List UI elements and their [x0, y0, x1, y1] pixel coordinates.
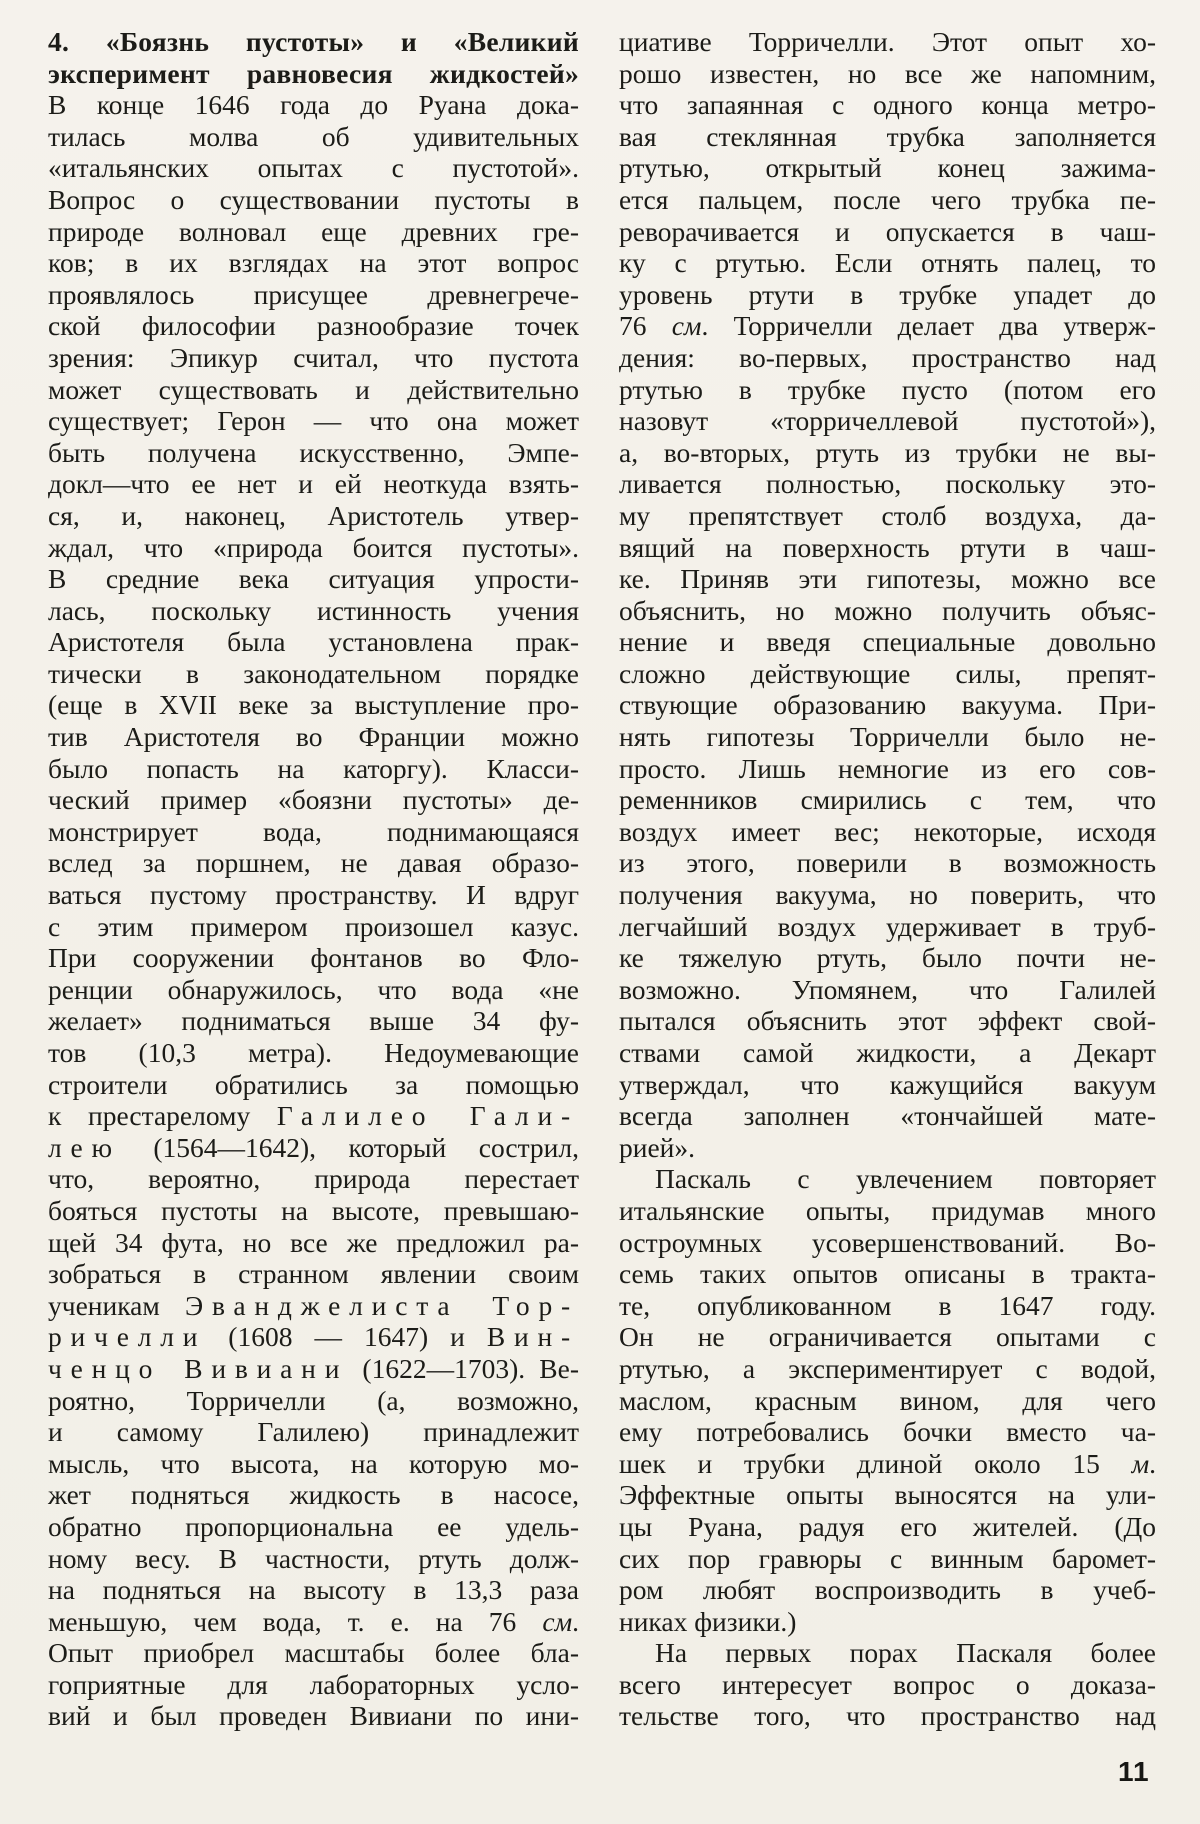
text-line: дения: во-первых, пространство над	[619, 341, 1156, 373]
text-line: всего интересует вопрос о доказа-	[619, 1668, 1156, 1700]
italic-unit: м	[1131, 1447, 1150, 1479]
text-line: вая стеклянная трубка заполняется	[619, 120, 1156, 152]
text-line: ваться пустому пространству. И вдруг	[48, 879, 579, 911]
text-line: циативе Торричелли. Этот опыт хо-	[619, 26, 1156, 57]
text-line: (еще в XVII веке за выступление про-	[48, 689, 579, 721]
text-line: докл—что ее нет и ей неоткуда взять-	[48, 468, 579, 500]
text-line: было попасть на каторгу). Класси-	[48, 752, 579, 784]
text-line: ртутью, а экспериментирует с водой,	[619, 1352, 1156, 1384]
text-line: быть получена искусственно, Эмпе-	[48, 436, 579, 468]
section-heading-line: эксперимент равновесия жидкостей»	[48, 57, 579, 89]
text-line: с этим примером произошел казус.	[48, 910, 579, 942]
text-line: утверждал, что кажущийся вакуум	[619, 1068, 1156, 1100]
text-line: а, во-вторых, ртуть из трубки не вы-	[619, 436, 1156, 468]
letterspaced-name: ченцо Вивиани	[48, 1352, 349, 1384]
text-line: шек и трубки длиной около 15 м.	[619, 1447, 1156, 1479]
text-line: Он не ограничивается опытами с	[619, 1321, 1156, 1353]
text-line: рошо известен, но все же напомним,	[619, 57, 1156, 89]
text-line: к престарелому Галилео Гали-	[48, 1100, 579, 1132]
text-line: ричелли (1608 — 1647) и Вин-	[48, 1321, 579, 1353]
text-line: сих пор гравюры с винным баромет-	[619, 1542, 1156, 1574]
text-line: ртутью, открытый конец зажима-	[619, 152, 1156, 184]
text-line: ке. Приняв эти гипотезы, можно все	[619, 563, 1156, 595]
text-line: бояться пустоты на высоте, превышаю-	[48, 1194, 579, 1226]
text-line: Вопрос о существовании пустоты в	[48, 183, 579, 215]
text-line: На первых порах Паскаля более	[655, 1637, 1156, 1669]
letterspaced-name: лею	[48, 1131, 121, 1163]
text-line: те, опубликованном в 1647 году.	[619, 1289, 1156, 1321]
text-line: строители обратились за помощью	[48, 1068, 579, 1100]
text-line: жет подняться жидкость в насосе,	[48, 1479, 579, 1511]
text-line: объяснить, но можно получить объяс-	[619, 594, 1156, 626]
text-line: вслед за поршнем, не давая образо-	[48, 847, 579, 879]
text-line: «итальянских опытах с пустотой».	[48, 152, 579, 184]
text-line: зрения: Эпикур считал, что пустота	[48, 341, 579, 373]
text-line: ливается полностью, поскольку это-	[619, 468, 1156, 500]
text-line: гоприятные для лабораторных усло-	[48, 1668, 579, 1700]
text-line: При сооружении фонтанов во Фло-	[48, 942, 579, 974]
text-line: легчайший воздух удерживает в труб-	[619, 910, 1156, 942]
text-line: му препятствует столб воздуха, да-	[619, 499, 1156, 531]
text-line: ческий пример «боязни пустоты» де-	[48, 784, 579, 816]
text-line: нение и введя специальные довольно	[619, 626, 1156, 658]
text-line: возможно. Упомянем, что Галилей	[619, 973, 1156, 1005]
text-line: ученикам Эванджелиста Тор-	[48, 1289, 579, 1321]
letterspaced-name: ричелли	[48, 1321, 207, 1353]
text-line: зобраться в странном явлении своим	[48, 1258, 579, 1290]
text-line: реворачивается и опускается в чаш-	[619, 215, 1156, 247]
text-line: на подняться на высоту в 13,3 раза	[48, 1574, 579, 1606]
text-line: 76 см. Торричелли делает два утверж-	[619, 310, 1156, 342]
italic-unit: см	[542, 1605, 573, 1637]
text-line: В конце 1646 года до Руана дока-	[48, 89, 579, 121]
text-line: В средние века ситуация упрости-	[48, 563, 579, 595]
text-line: Аристотеля была установлена прак-	[48, 626, 579, 658]
text-line: ствами самой жидкости, а Декарт	[619, 1037, 1156, 1068]
letterspaced-name: Эванджелиста Тор-	[185, 1289, 579, 1321]
text-line: лею (1564—1642), который сострил,	[48, 1131, 579, 1163]
text-line: назовут «торричеллевой пустотой»),	[619, 405, 1156, 437]
text-line: Паскаль с увлечением повторяет	[655, 1163, 1156, 1195]
text-line: ему потребовались бочки вместо ча-	[619, 1416, 1156, 1448]
text-line: получения вакуума, но поверить, что	[619, 879, 1156, 911]
text-line: тически в законодательном порядке	[48, 657, 579, 689]
text-line: ному весу. В частности, ртуть долж-	[48, 1542, 579, 1574]
section-heading-line: 4. «Боязнь пустоты» и «Великий	[48, 26, 579, 57]
text-line: ку с ртутью. Если отнять палец, то	[619, 247, 1156, 279]
text-line: тив Аристотеля во Франции можно	[48, 721, 579, 753]
text-line: ременников смирились с тем, что	[619, 784, 1156, 816]
letterspaced-name: Галилео Гали-	[276, 1100, 579, 1132]
text-line: существует; Герон — что она может	[48, 405, 579, 437]
text-line: всегда заполнен «тончайшей мате-	[619, 1100, 1156, 1132]
text-line: нять гипотезы Торричелли было не-	[619, 721, 1156, 753]
text-line: ков; в их взглядах на этот вопрос	[48, 247, 579, 279]
text-line: рией».	[619, 1131, 696, 1163]
text-line: остроумных усовершенствований. Во-	[619, 1226, 1156, 1258]
text-line: ется пальцем, после чего трубка пе-	[619, 183, 1156, 215]
text-line: ром любят воспроизводить в учеб-	[619, 1574, 1156, 1606]
text-line: ся, и, наконец, Аристотель утвер-	[48, 499, 579, 531]
text-line: тилась молва об удивительных	[48, 120, 579, 152]
text-line: семь таких опытов описаны в тракта-	[619, 1258, 1156, 1290]
text-line: воздух имеет вес; некоторые, исходя	[619, 815, 1156, 847]
text-line: проявлялось присущее древнегрече-	[48, 278, 579, 310]
text-line: ченцо Вивиани (1622—1703). Ве-	[48, 1352, 579, 1384]
text-line: из этого, поверили в возможность	[619, 847, 1156, 879]
page-number: 11	[1118, 1756, 1150, 1787]
text-line: тельстве того, что пространство над	[619, 1700, 1156, 1732]
text-line: вящий на поверхность ртути в чаш-	[619, 531, 1156, 563]
text-line: пытался объяснить этот эффект свой-	[619, 1005, 1156, 1037]
text-line: просто. Лишь немногие из его сов-	[619, 752, 1156, 784]
text-line: что запаянная с одного конца метро-	[619, 89, 1156, 121]
text-line: и самому Галилею) принадлежит	[48, 1416, 579, 1448]
text-line: щей 34 фута, но все же предложил ра-	[48, 1226, 579, 1258]
text-line: монстрирует вода, поднимающаяся	[48, 815, 579, 847]
text-line: тов (10,3 метра). Недоумевающие	[48, 1037, 579, 1068]
text-line: мысль, что высота, на которую мо-	[48, 1447, 579, 1479]
text-line: лась, поскольку истинность учения	[48, 594, 579, 626]
text-line: ждал, что «природа боится пустоты».	[48, 531, 579, 563]
text-line: меньшую, чем вода, т. е. на 76 см.	[48, 1605, 579, 1637]
text-line: желает» подниматься выше 34 фу-	[48, 1005, 579, 1037]
right-column	[619, 26, 1156, 1732]
letterspaced-name: Вин-	[486, 1321, 579, 1353]
text-line: может существовать и действительно	[48, 373, 579, 405]
text-line: ствующие образованию вакуума. При-	[619, 689, 1156, 721]
text-line: сложно действующие силы, препят-	[619, 657, 1156, 689]
text-line: вий и был проведен Вивиани по ини-	[48, 1700, 579, 1732]
text-line: природе волновал еще древних гре-	[48, 215, 579, 247]
text-line: Опыт приобрел масштабы более бла-	[48, 1637, 579, 1669]
text-line: что, вероятно, природа перестает	[48, 1163, 579, 1195]
text-line: ке тяжелую ртуть, было почти не-	[619, 942, 1156, 974]
text-line: итальянские опыты, придумав много	[619, 1194, 1156, 1226]
text-line: маслом, красным вином, для чего	[619, 1384, 1156, 1416]
text-line: ренции обнаружилось, что вода «не	[48, 973, 579, 1005]
text-line: обратно пропорциональна ее удель-	[48, 1510, 579, 1542]
text-line: уровень ртути в трубке упадет до	[619, 278, 1156, 310]
text-line: Эффектные опыты выносятся на ули-	[619, 1479, 1156, 1511]
left-column	[48, 26, 579, 1732]
italic-unit: см	[671, 310, 702, 342]
text-line: ртутью в трубке пусто (потом его	[619, 373, 1156, 405]
text-line: ской философии разнообразие точек	[48, 310, 579, 342]
text-line: роятно, Торричелли (а, возможно,	[48, 1384, 579, 1416]
text-line: никах физики.)	[619, 1605, 797, 1637]
text-line: цы Руана, радуя его жителей. (До	[619, 1510, 1156, 1542]
